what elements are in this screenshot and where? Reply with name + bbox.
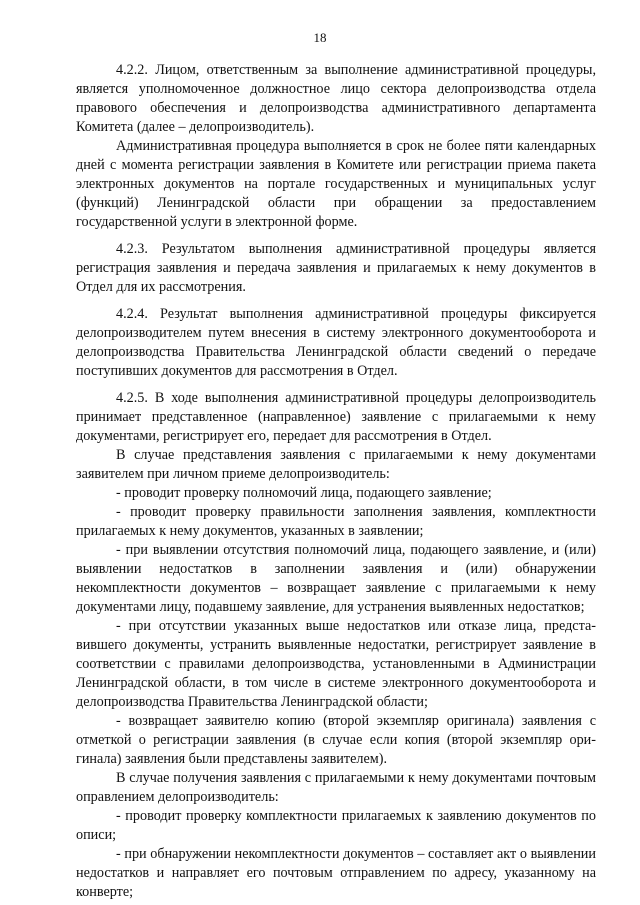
paragraph-4-2-2: 4.2.2. Лицом, ответственным за выполнение административной процедуры, является уполномоченное должностное лицо сектора делопроизводства отдела правового обеспечения и делопроизводства административного департамента Комитета (далее – делопроизводитель). bbox=[76, 62, 596, 135]
list-item-return-copy: - возвращает заявителю копию (второй экземпляр оригинала) заявления с отметкой о регистрации заявления (в случае если копия (второй экземпляр оригинала) заявления были представлены заявителем). bbox=[76, 713, 596, 767]
paragraph-personal-reception: В случае представления заявления с прилагаемыми к нему документами заявителем при личном приеме делопроизводитель: bbox=[76, 447, 596, 482]
list-item-return-application: - при выявлении отсутствия полномочий лица, подающего заявление, и (или) выявлении недостатков в заполнении заявления и (или) обнаружении некомплектности документов – возвращает заявление с прилагаемыми к нему документами лицу, подавшему заявление, для устранения выявленных недостатков; bbox=[76, 542, 596, 615]
paragraph-4-2-4: 4.2.4. Результат выполнения административной процедуры фиксируется делопроизводителем путем внесения в систему электронного документооборота и делопроизводства Правительства Ленинградской области сведений о передаче поступивших документов для рассмотрения в Отдел. bbox=[76, 306, 596, 379]
document-body bbox=[76, 61, 596, 902]
page-number: 18 bbox=[313, 30, 327, 45]
list-item-check-completeness: - проводит проверку правильности заполнения заявления, комплектности прилагаемых к нему документов, указанных в заявлении; bbox=[76, 504, 596, 539]
list-item-register-application: - при отсутствии указанных выше недостатков или отказе лица, представившего документы, устранить выявленные недостатки, регистрирует заявление в соответствии с правилами делопроизводства, установленными в Администрации Ленинградской области, в том числе в системе электронного документооборота и делопроизводства Правительства Ленинградской области; bbox=[76, 618, 596, 710]
paragraph-4-2-5: 4.2.5. В ходе выполнения административной процедуры делопроизводитель принимает представленное (направленное) заявление с прилагаемыми к нему документами, регистрирует его, передает для рассмотрения в Отдел. bbox=[76, 390, 596, 444]
paragraph-postal-receipt: В случае получения заявления с прилагаемыми к нему документами почтовым оправлением делопроизводитель: bbox=[76, 770, 596, 805]
list-item-check-inventory: - проводит проверку комплектности прилагаемых к заявлению документов по описи; bbox=[76, 808, 596, 843]
paragraph-procedure-term: Административная процедура выполняется в срок не более пяти календарных дней с момента регистрации заявления в Комитете или регистрации приема пакета электронных документов на портале государственных и муниципальных услуг (функций) Ленинградской области при обращении за предоставлением государственной услуги в электронной форме. bbox=[76, 138, 596, 230]
list-item-incompleteness-act: - при обнаружении некомплектности документов – составляет акт о выявлении недостатков и направляет его почтовым отправлением по адресу, указанному на конверте; bbox=[76, 846, 596, 900]
list-item-check-authority: - проводит проверку полномочий лица, подающего заявление; bbox=[116, 485, 492, 501]
paragraph-4-2-3: 4.2.3. Результатом выполнения административной процедуры является регистрация заявления и передача заявления и прилагаемых к нему документов в Отдел для их рассмотрения. bbox=[76, 241, 596, 295]
